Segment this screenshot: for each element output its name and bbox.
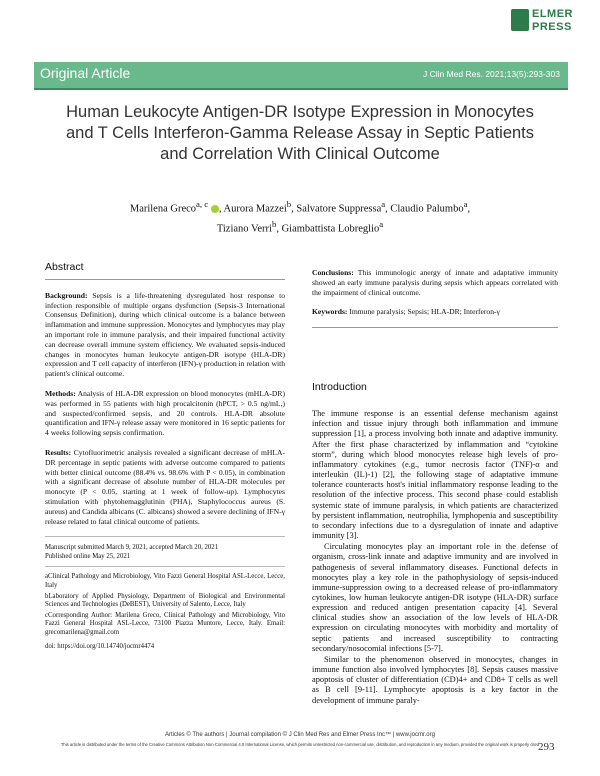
affiliation-marker: a [463,199,468,209]
author-name: Marilena Greco [129,203,197,215]
orcid-icon[interactable] [211,205,219,213]
keywords-rule [312,327,558,328]
author-line-1: Marilena Greco$^{a, c}$ , Aurora Mazzei$^b$, Salvatore Suppressa$^a$, Claudio Palumbo$^a$, [129,199,471,215]
abstract-keywords [312,307,558,317]
conclusions-text: This immunologic anergy of innate and adaptative immunity showed an early immune paralysis during sepsis which appears correlated with the impairment of clinical outcome. [312,268,558,297]
affiliation-marker: b [286,199,292,209]
background-label: Background: [45,290,88,300]
publisher-logo-text [532,8,592,34]
publisher-name-line2: PRESS [532,21,572,33]
keywords-text: Immune paralysis; Sepsis; HLA-DR; Interferon-γ [347,307,500,317]
abstract-rule [45,279,285,280]
abstract-conclusions [312,268,558,297]
article-title: Human Leukocyte Antigen-DR Isotype Expression in Monocytes and T Cells Interferon-Gamma Release Assay in Septic Patients and Correlation With Clinical Outcome [65,103,535,163]
section-label: Original Article [40,65,131,81]
affiliation-b: bLaboratory of Applied Physiology, Department of Biological and Environmental Sciences and Technologies (DeBEST), University of Salento, Lecce, Italy [45,592,285,609]
footer-copyright: Articles © The authors | Journal compilation © J Clin Med Res and Elmer Press Inc™ | www.jocmr.org [165,732,435,738]
methods-text: Analysis of HLA-DR expression on blood monocytes (mHLA-DR) was performed in 55 patients with high procalcitonin (hPCT, > 0.5 ng/mL,) and suspected/confirmed sepsis, and 20 controls. HLA-DR absolute quantification and IFN-γ release assay were monitored in 16 septic patients for 4 weeks following sepsis confirmation. [45,388,285,438]
intro-paragraph: The immune response is an essential defense mechanism against infection and tissue injury through both inflammation and immune suppression [1], a process involving both innate and adaptive immunity. After the first phase characterized by inflammation and “cytokine storm”, during which blood monocytes release high levels of pro-inflammatory cytokines (e.g., tumor necrosis factor (TNF)-α and interleukin (IL)-1) [2], the following stage of adaptative immune tolerance counteracts host's initial inflammatory response leading to the resolution of the infective process. This second phase could establish systemic state of immune paralysis, in which patients are characterized by persistent inflammation, neutrophilia, lymphopenia and susceptibility to secondary infections due to a dysregulation of innate and adaptive immunity [3]. [312,409,558,541]
methods-label: Methods: [45,388,76,398]
section-banner-rule [34,88,568,90]
publisher-logo-icon [511,9,529,31]
author-name: , Aurora Mazzei [218,203,287,215]
introduction-heading: Introduction [312,381,367,393]
footer-license: This article is distributed under the terms of the Creative Commons Attribution Non-Commercial 4.0 International License, which permits unrestricted non-commercial use, distribution, and reproduction in any medium, provided the original work is properly cited [60,742,540,747]
publisher-name-line1: ELMER [532,8,573,20]
abstract-continued [312,268,558,339]
results-label: Results: [45,447,72,457]
abstract-methods [45,389,285,438]
meta-rule [45,536,285,537]
author-name: , Claudio Palumbo [385,203,464,215]
page-number: 293 [538,741,555,753]
author-name: Tiziano Verri [216,223,272,234]
author-name: , Giambattista Lobreglio [276,223,380,234]
intro-paragraph: Similar to the phenomenon observed in monocytes, changes in immune function also involved lymphocytes [8]. Sepsis causes massive apoptosis of cluster of differentiation (CD)4+ and CD8+ T cells as well as B cell [9-11]. Lymphocyte apoptosis is a key factor in the development of immune paraly- [312,654,558,705]
published-date: Published online May 25, 2021 [45,553,131,561]
abstract-results [45,448,285,526]
background-text: Sepsis is a life-threatening dysregulated host response to infection responsible of multiple organs dysfunction (Sepsis-3 International Consensus Definition), during which clinical outcome is a balance between inflammation and immune suppression. Monocytes and lymphocytes may play an important role in immune paralysis, and their impaired functional activity can decrease overall immune system efficiency. We evaluated sepsis-induced changes in monocytes human leukocyte antigen-DR isotype (HLA-DR) expression and T cell capacity of interferon (IFN)-γ production in relation with patient's clinical outcome. [45,290,285,379]
journal-reference: J Clin Med Res. 2021;13(5):293-303 [422,69,560,79]
affiliation-marker: a [379,218,384,229]
corresponding-author: cCorresponding Author: Marilena Greco, Clinical Pathology and Microbiology, Vito Fazzi General Hospital ASL-Lecce, 73100 Piazza Muntore, Lecce, Italy. Email: grecomarilena@gmail.com [45,611,285,636]
keywords-label: Keywords: [312,307,348,317]
affiliation-marker: b [271,218,277,229]
affiliation-marker: a [381,199,386,209]
results-text: Cytofluorimetric analysis revealed a significant decrease of mHLA-DR percentage in septic patients with adverse outcome compared to patients with better clinical outcome (88.4% vs. 98.6% with P < 0.05), in combination with a significant decrease of absolute number of HLA-DR molecules per monocyte (P < 0.05, starting at 1 week of follow-up). Lymphocytes stimulation with phytohemagglutinin (PHA), Staphylococcus aureus (S. aureus) and Candida albicans (C. albicans) showed a severe declining of IFN-γ release related to fatal clinical outcome of patients. [45,447,285,526]
author-list [90,197,510,236]
abstract-heading: Abstract [45,261,84,273]
affiliation-a: aClinical Pathology and Microbiology, Vito Fazzi General Hospital ASL-Lecce, Lecce, Italy [45,573,285,589]
author-name: , Salvatore Suppressa [291,203,382,215]
abstract-background [45,291,285,379]
affiliation-marker: a, c [196,199,209,209]
doi-link[interactable]: doi: https://doi.org/10.14740/jocmr4474 [45,643,155,651]
submission-dates: Manuscript submitted March 9, 2021, accepted March 20, 2021 [45,544,219,552]
author-line-2 [90,217,510,237]
abstract-column [45,263,285,652]
affiliation-rule [45,566,285,567]
conclusions-label: Conclusions: [312,268,354,277]
intro-paragraph: Circulating monocytes play an important role in the defense of organism, cross-link innate and adaptive immunity and are involved in pathogenesis of several inflammatory diseases. Functional defects in monocytes play a key role in the pathophysiology of sepsis-induced immune-suppression owing to a decreased release of pro-inflammatory cytokines, low human leukocyte antigen-DR isotype (HLA-DR) surface expression and reduced antigen presentation capacity [4]. Several clinical studies show an association of the low levels of HLA-DR expression on circulating monocytes with morbidity and mortality of septic patients and increased susceptibility to contracting secondary/nosocomial infections [5-7]. [312,542,558,653]
introduction-section [312,382,558,707]
